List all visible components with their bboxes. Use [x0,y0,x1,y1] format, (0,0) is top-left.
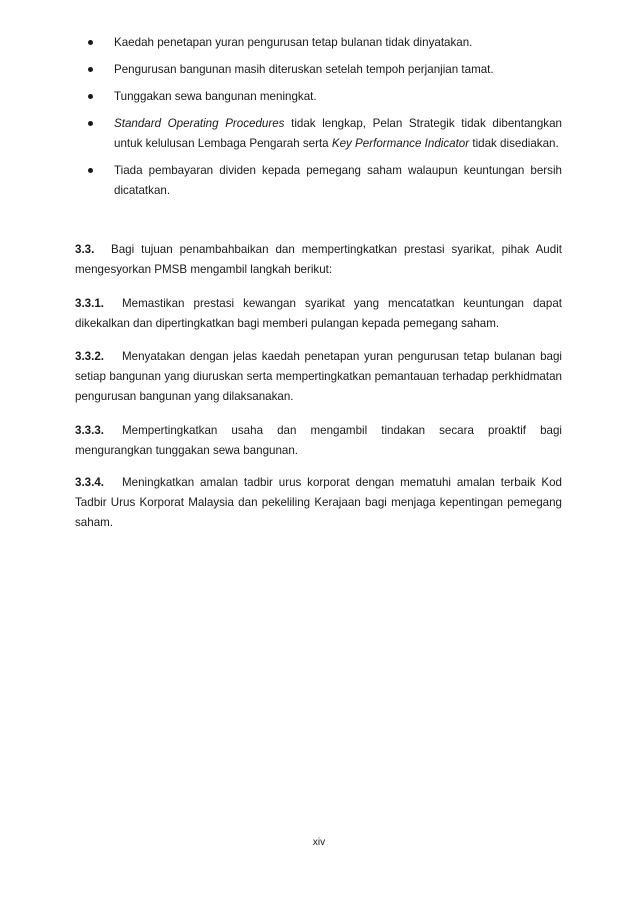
bullet-item [82,33,562,53]
bullet-text: Kaedah penetapan yuran pengurusan tetap bulanan tidak dinyatakan. [114,36,473,49]
bullet-text: Pengurusan bangunan masih diteruskan setelah tempoh perjanjian tamat. [114,63,494,76]
bullet-italic-term: Standard Operating Procedures [114,117,285,130]
page-number: xiv [312,837,326,848]
bullet-text: Tunggakan sewa bangunan meningkat. [114,90,317,103]
section-3-3-3 [75,421,562,461]
section-text: Meningkatkan amalan tadbir urus korporat dengan mematuhi amalan terbaik Kod Tadbir Urus Korporat Malaysia dan pekeliling Kerajaan bagi menjaga kepentingan pemegang saham. [75,476,562,529]
section-number: 3.3.4. [75,476,105,489]
bullet-item [82,87,562,107]
bullet-icon [88,40,93,45]
section-3-3-4 [75,473,562,533]
bullet-item [82,60,562,80]
section-number: 3.3.2. [75,350,105,363]
bullet-italic-term: Key Performance Indicator [331,137,470,150]
section-text: Bagi tujuan penambahbaikan dan mempertingkatkan prestasi syarikat, pihak Audit mengesyorkan PMSB mengambil langkah berikut: [75,243,562,276]
bullet-text: tidak lengkap, Pelan Strategik tidak dibentangkan untuk kelulusan Lembaga Pengarah serta [114,117,562,150]
bullet-item [82,161,562,201]
section-3-3 [75,240,562,280]
section-3-3-1 [75,294,562,334]
section-number: 3.3.1. [75,297,105,310]
bullet-icon [88,121,93,126]
section-text: Memastikan prestasi kewangan syarikat yang mencatatkan keuntungan dapat dikekalkan dan dipertingkatkan bagi memberi pulangan kepada pemegang saham. [75,297,562,330]
section-3-3-2 [75,347,562,407]
bullet-text: tidak disediakan. [469,137,559,150]
section-text: Mempertingkatkan usaha dan mengambil tindakan secara proaktif bagi mengurangkan tunggakan sewa bangunan. [75,424,562,457]
section-number: 3.3.3. [75,424,105,437]
bullet-text: Tiada pembayaran dividen kepada pemegang saham walaupun keuntungan bersih dicatatkan. [114,164,562,197]
bullet-icon [88,67,93,72]
bullet-item [82,114,562,154]
bullet-icon [88,168,93,173]
findings-bullet-list [82,33,562,208]
section-number: 3.3. [75,243,95,256]
section-text: Menyatakan dengan jelas kaedah penetapan yuran pengurusan tetap bulanan bagi setiap bangunan yang diuruskan serta mempertingkatkan pemantauan terhadap perkhidmatan pengurusan bangunan yang dilaksanakan. [75,350,562,403]
bullet-icon [88,94,93,99]
